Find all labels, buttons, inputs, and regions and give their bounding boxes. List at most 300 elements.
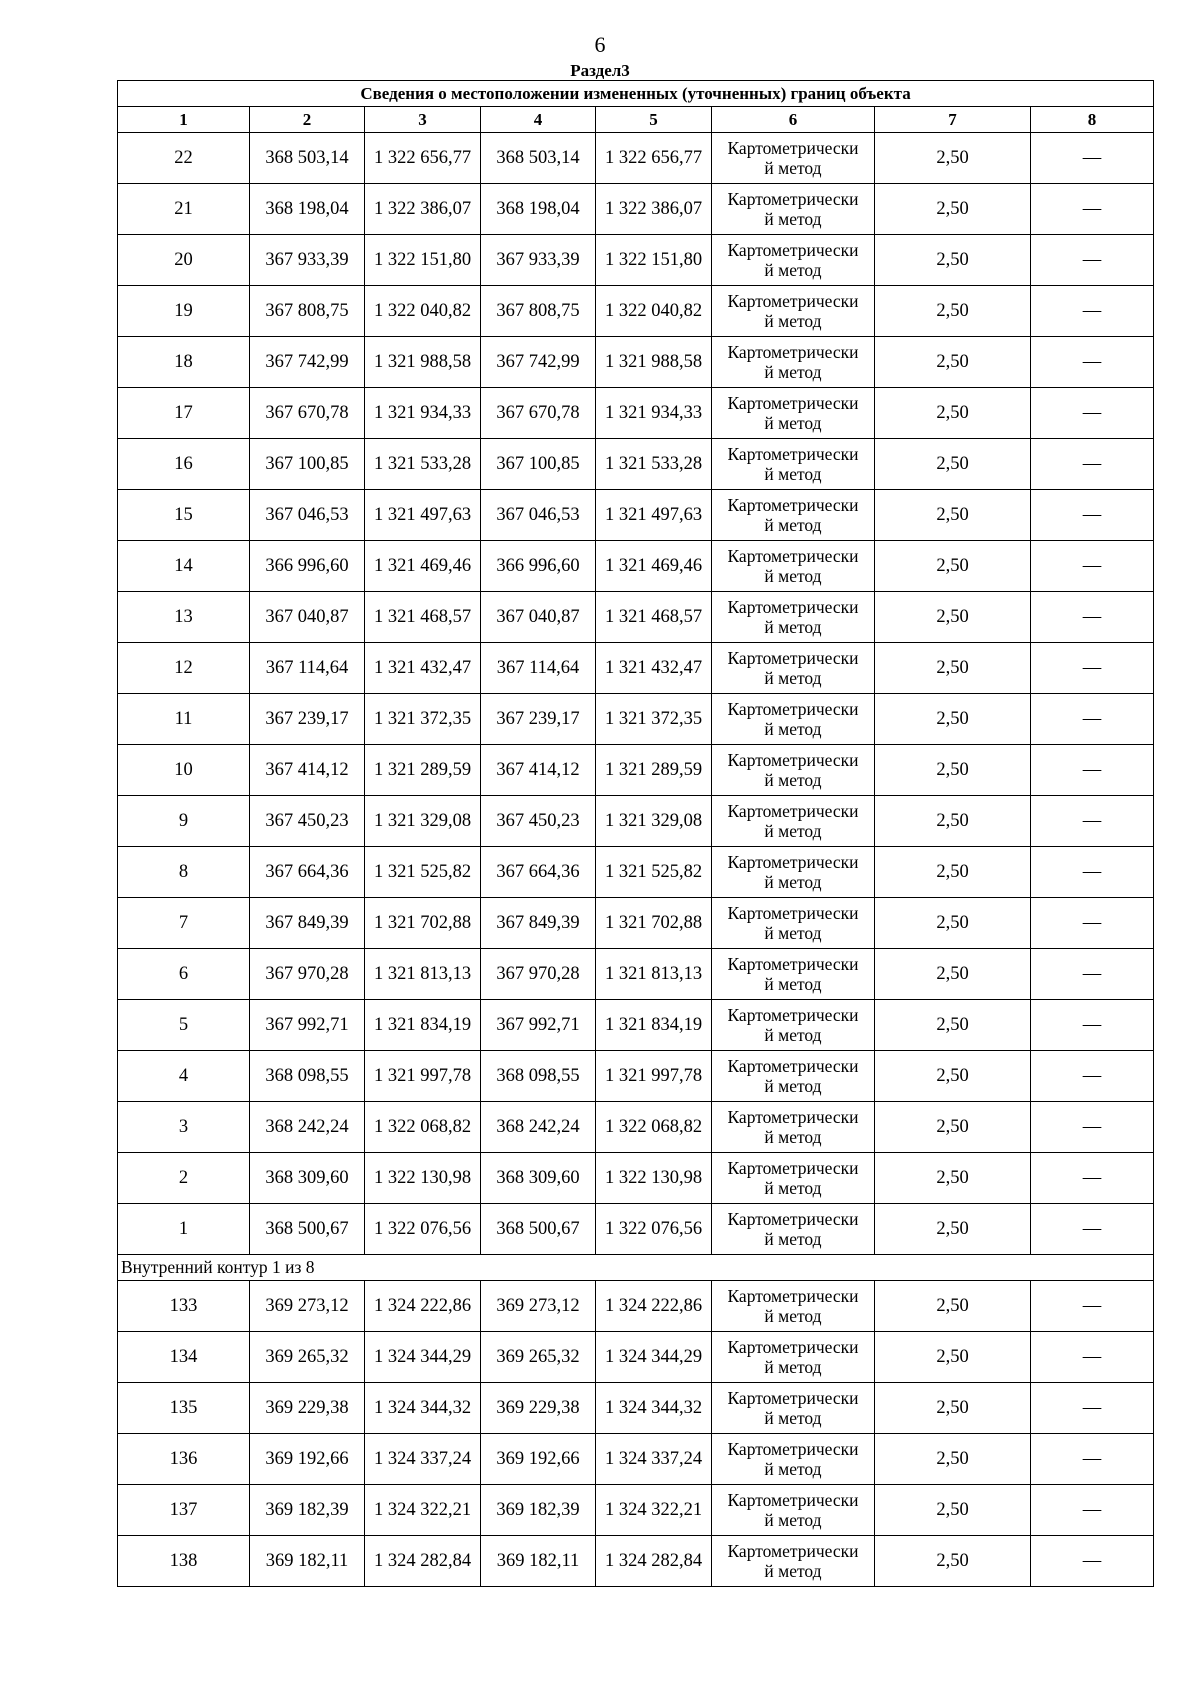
coord-cell: 367 849,39 [481,898,596,949]
coord-cell: 367 992,71 [481,1000,596,1051]
coord-cell: 368 242,24 [481,1102,596,1153]
coord-cell: 1 321 372,35 [596,694,712,745]
coord-cell: 368 503,14 [481,133,596,184]
coord-cell: 368 198,04 [250,184,365,235]
method-text-line1: Картометрически [727,138,859,158]
precision-cell: 2,50 [875,490,1031,541]
inner-contour-label: Внутренний контур 1 из 8 [118,1255,1154,1281]
method-cell [712,490,875,541]
coord-cell: 1 321 533,28 [596,439,712,490]
method-text-line2: й метод [764,1229,822,1249]
coord-cell: 367 849,39 [250,898,365,949]
method-text-line2: й метод [764,668,822,688]
method-cell [712,184,875,235]
table-row [118,1281,1154,1332]
dash-cell: — [1031,286,1154,337]
method-text-line1: Картометрически [727,495,859,515]
method-cell [712,847,875,898]
method-cell [712,1281,875,1332]
dash-cell: — [1031,1051,1154,1102]
point-number-cell: 5 [118,1000,250,1051]
point-number-cell: 10 [118,745,250,796]
coord-cell: 1 322 076,56 [596,1204,712,1255]
method-text-line1: Картометрически [727,1158,859,1178]
method-cell [712,643,875,694]
coord-cell: 1 321 834,19 [596,1000,712,1051]
coord-cell: 1 322 656,77 [365,133,481,184]
method-text-line2: й метод [764,260,822,280]
method-text-line1: Картометрически [727,1439,859,1459]
coord-cell: 367 933,39 [481,235,596,286]
coord-cell: 367 742,99 [250,337,365,388]
coord-cell: 1 322 068,82 [365,1102,481,1153]
dash-cell: — [1031,235,1154,286]
method-text-line2: й метод [764,1510,822,1530]
coord-cell: 1 321 469,46 [365,541,481,592]
method-text-line1: Картометрически [727,954,859,974]
coord-cell: 1 321 988,58 [365,337,481,388]
method-cell [712,541,875,592]
method-text-line1: Картометрически [727,750,859,770]
precision-cell: 2,50 [875,949,1031,1000]
coord-cell: 1 321 702,88 [365,898,481,949]
coord-cell: 1 321 329,08 [365,796,481,847]
method-text-line1: Картометрически [727,1286,859,1306]
precision-cell: 2,50 [875,796,1031,847]
table-row [118,1332,1154,1383]
point-number-cell: 133 [118,1281,250,1332]
coord-cell: 367 742,99 [481,337,596,388]
method-text-line1: Картометрически [727,189,859,209]
dash-cell: — [1031,337,1154,388]
method-text-line1: Картометрически [727,1209,859,1229]
point-number-cell: 18 [118,337,250,388]
column-number: 5 [596,107,712,133]
contour-label-row [118,1255,1154,1281]
method-text-line2: й метод [764,872,822,892]
method-cell [712,694,875,745]
coord-cell: 1 321 468,57 [365,592,481,643]
dash-cell: — [1031,1000,1154,1051]
point-number-cell: 8 [118,847,250,898]
method-cell [712,1383,875,1434]
dash-cell: — [1031,1536,1154,1587]
precision-cell: 2,50 [875,898,1031,949]
point-number-cell: 6 [118,949,250,1000]
coord-cell: 368 500,67 [250,1204,365,1255]
method-text-line1: Картометрически [727,393,859,413]
coord-cell: 1 321 813,13 [365,949,481,1000]
column-number: 6 [712,107,875,133]
precision-cell: 2,50 [875,1000,1031,1051]
coord-cell: 367 450,23 [250,796,365,847]
coord-cell: 368 309,60 [481,1153,596,1204]
coord-cell: 1 322 068,82 [596,1102,712,1153]
point-number-cell: 4 [118,1051,250,1102]
coord-cell: 369 273,12 [250,1281,365,1332]
precision-cell: 2,50 [875,184,1031,235]
method-text-line2: й метод [764,566,822,586]
coord-cell: 367 114,64 [250,643,365,694]
coord-cell: 369 182,39 [250,1485,365,1536]
coord-cell: 1 322 386,07 [596,184,712,235]
method-text-line2: й метод [764,1178,822,1198]
method-text-line2: й метод [764,158,822,178]
coordinates-table [117,80,1154,1587]
method-text-line2: й метод [764,770,822,790]
point-number-cell: 135 [118,1383,250,1434]
method-text-line2: й метод [764,617,822,637]
dash-cell: — [1031,643,1154,694]
coord-cell: 1 321 289,59 [365,745,481,796]
dash-cell: — [1031,388,1154,439]
coord-cell: 367 450,23 [481,796,596,847]
method-text-line2: й метод [764,464,822,484]
coord-cell: 1 324 322,21 [596,1485,712,1536]
dash-cell: — [1031,796,1154,847]
coord-cell: 369 192,66 [481,1434,596,1485]
coord-cell: 369 182,11 [481,1536,596,1587]
method-text-line2: й метод [764,974,822,994]
point-number-cell: 9 [118,796,250,847]
table-row [118,1536,1154,1587]
coord-cell: 1 322 386,07 [365,184,481,235]
coord-cell: 367 239,17 [250,694,365,745]
coord-cell: 1 321 997,78 [365,1051,481,1102]
method-text-line1: Картометрически [727,1005,859,1025]
method-cell [712,1153,875,1204]
method-text-line1: Картометрически [727,291,859,311]
coord-cell: 368 098,55 [481,1051,596,1102]
coord-cell: 1 321 372,35 [365,694,481,745]
point-number-cell: 137 [118,1485,250,1536]
method-cell [712,133,875,184]
precision-cell: 2,50 [875,1102,1031,1153]
coord-cell: 1 321 497,63 [365,490,481,541]
coord-cell: 369 192,66 [250,1434,365,1485]
coord-cell: 1 321 702,88 [596,898,712,949]
coord-cell: 367 414,12 [481,745,596,796]
dash-cell: — [1031,1383,1154,1434]
coord-cell: 367 046,53 [481,490,596,541]
method-cell [712,235,875,286]
table-row [118,847,1154,898]
coord-cell: 367 664,36 [481,847,596,898]
point-number-cell: 12 [118,643,250,694]
coord-cell: 1 324 344,29 [596,1332,712,1383]
coord-cell: 1 322 076,56 [365,1204,481,1255]
precision-cell: 2,50 [875,235,1031,286]
coord-cell: 367 114,64 [481,643,596,694]
point-number-cell: 2 [118,1153,250,1204]
method-cell [712,1102,875,1153]
point-number-cell: 13 [118,592,250,643]
dash-cell: — [1031,1434,1154,1485]
precision-cell: 2,50 [875,592,1031,643]
point-number-cell: 138 [118,1536,250,1587]
section-title: Раздел3 [570,61,630,80]
precision-cell: 2,50 [875,286,1031,337]
method-cell [712,286,875,337]
table-row [118,694,1154,745]
precision-cell: 2,50 [875,337,1031,388]
coord-cell: 1 324 344,29 [365,1332,481,1383]
dash-cell: — [1031,541,1154,592]
precision-cell: 2,50 [875,1434,1031,1485]
coord-cell: 1 322 151,80 [365,235,481,286]
point-number-cell: 11 [118,694,250,745]
method-text-line2: й метод [764,1561,822,1581]
dash-cell: — [1031,1485,1154,1536]
coord-cell: 368 309,60 [250,1153,365,1204]
coord-cell: 1 322 130,98 [365,1153,481,1204]
coord-cell: 1 321 525,82 [365,847,481,898]
coord-cell: 367 100,85 [481,439,596,490]
table-row [118,1102,1154,1153]
coord-cell: 367 414,12 [250,745,365,796]
point-number-cell: 3 [118,1102,250,1153]
precision-cell: 2,50 [875,745,1031,796]
precision-cell: 2,50 [875,388,1031,439]
table-row [118,643,1154,694]
precision-cell: 2,50 [875,1536,1031,1587]
method-text-line1: Картометрически [727,342,859,362]
coord-cell: 368 198,04 [481,184,596,235]
method-cell [712,1332,875,1383]
method-cell [712,388,875,439]
coord-cell: 367 808,75 [481,286,596,337]
coord-cell: 367 664,36 [250,847,365,898]
coord-cell: 1 321 813,13 [596,949,712,1000]
point-number-cell: 16 [118,439,250,490]
coord-cell: 369 265,32 [481,1332,596,1383]
precision-cell: 2,50 [875,1485,1031,1536]
dash-cell: — [1031,1153,1154,1204]
coord-cell: 1 322 151,80 [596,235,712,286]
coord-cell: 1 321 432,47 [365,643,481,694]
dash-cell: — [1031,1281,1154,1332]
coord-cell: 368 242,24 [250,1102,365,1153]
coord-cell: 367 808,75 [250,286,365,337]
precision-cell: 2,50 [875,643,1031,694]
coord-cell: 1 321 289,59 [596,745,712,796]
point-number-cell: 17 [118,388,250,439]
coord-cell: 1 324 344,32 [596,1383,712,1434]
method-cell [712,745,875,796]
precision-cell: 2,50 [875,1383,1031,1434]
coord-cell: 1 322 130,98 [596,1153,712,1204]
precision-cell: 2,50 [875,1281,1031,1332]
coord-cell: 1 324 337,24 [596,1434,712,1485]
method-text-line2: й метод [764,311,822,331]
precision-cell: 2,50 [875,1204,1031,1255]
column-number: 8 [1031,107,1154,133]
table-row [118,184,1154,235]
coord-cell: 367 970,28 [481,949,596,1000]
method-text-line2: й метод [764,413,822,433]
table-row [118,898,1154,949]
table-body [118,81,1154,1587]
method-cell [712,337,875,388]
method-text-line1: Картометрически [727,597,859,617]
method-text-line2: й метод [764,1357,822,1377]
coord-cell: 1 321 468,57 [596,592,712,643]
dash-cell: — [1031,1332,1154,1383]
table-row [118,1051,1154,1102]
coord-cell: 367 670,78 [250,388,365,439]
coord-cell: 367 992,71 [250,1000,365,1051]
coord-cell: 1 324 344,32 [365,1383,481,1434]
method-cell [712,1000,875,1051]
dash-cell: — [1031,949,1154,1000]
coord-cell: 369 265,32 [250,1332,365,1383]
coord-cell: 1 321 497,63 [596,490,712,541]
coord-cell: 369 229,38 [481,1383,596,1434]
point-number-cell: 1 [118,1204,250,1255]
dash-cell: — [1031,439,1154,490]
point-number-cell: 134 [118,1332,250,1383]
method-cell [712,1536,875,1587]
dash-cell: — [1031,694,1154,745]
method-text-line1: Картометрически [727,852,859,872]
coord-cell: 367 239,17 [481,694,596,745]
column-number: 1 [118,107,250,133]
table-row [118,592,1154,643]
method-text-line2: й метод [764,1408,822,1428]
dash-cell: — [1031,184,1154,235]
method-cell [712,898,875,949]
table-row [118,1204,1154,1255]
method-text-line2: й метод [764,1076,822,1096]
table-caption-row [118,81,1154,107]
precision-cell: 2,50 [875,1332,1031,1383]
method-cell [712,1485,875,1536]
table-row [118,1383,1154,1434]
point-number-cell: 21 [118,184,250,235]
method-text-line2: й метод [764,362,822,382]
table-row [118,796,1154,847]
coord-cell: 367 933,39 [250,235,365,286]
method-text-line1: Картометрически [727,699,859,719]
precision-cell: 2,50 [875,847,1031,898]
point-number-cell: 22 [118,133,250,184]
method-text-line1: Картометрически [727,546,859,566]
method-text-line1: Картометрически [727,801,859,821]
table-row [118,745,1154,796]
column-numbers-row [118,107,1154,133]
coord-cell: 368 500,67 [481,1204,596,1255]
method-text-line1: Картометрически [727,1337,859,1357]
method-text-line2: й метод [764,1306,822,1326]
point-number-cell: 20 [118,235,250,286]
method-text-line1: Картометрически [727,903,859,923]
column-number: 7 [875,107,1031,133]
coord-cell: 1 321 525,82 [596,847,712,898]
method-text-line1: Картометрически [727,648,859,668]
table-row [118,1434,1154,1485]
method-text-line2: й метод [764,923,822,943]
method-text-line2: й метод [764,1025,822,1045]
precision-cell: 2,50 [875,439,1031,490]
coord-cell: 1 321 432,47 [596,643,712,694]
coord-cell: 369 182,39 [481,1485,596,1536]
method-text-line1: Картометрически [727,1107,859,1127]
coord-cell: 1 321 988,58 [596,337,712,388]
method-cell [712,796,875,847]
point-number-cell: 19 [118,286,250,337]
column-number: 4 [481,107,596,133]
precision-cell: 2,50 [875,541,1031,592]
method-cell [712,949,875,1000]
coord-cell: 367 670,78 [481,388,596,439]
precision-cell: 2,50 [875,694,1031,745]
table-row [118,337,1154,388]
coord-cell: 1 322 656,77 [596,133,712,184]
coord-cell: 1 321 934,33 [596,388,712,439]
coord-cell: 1 321 533,28 [365,439,481,490]
coord-cell: 1 324 282,84 [596,1536,712,1587]
method-text-line2: й метод [764,209,822,229]
coord-cell: 367 040,87 [481,592,596,643]
table-row [118,1153,1154,1204]
coord-cell: 369 182,11 [250,1536,365,1587]
point-number-cell: 14 [118,541,250,592]
table-row [118,388,1154,439]
column-number: 2 [250,107,365,133]
table-row [118,1485,1154,1536]
method-text-line2: й метод [764,515,822,535]
coord-cell: 1 321 329,08 [596,796,712,847]
method-text-line1: Картометрически [727,1490,859,1510]
page-number: 6 [594,32,606,57]
coord-cell: 1 324 322,21 [365,1485,481,1536]
coord-cell: 1 324 337,24 [365,1434,481,1485]
point-number-cell: 136 [118,1434,250,1485]
coord-cell: 1 321 934,33 [365,388,481,439]
dash-cell: — [1031,1102,1154,1153]
dash-cell: — [1031,133,1154,184]
coord-cell: 367 040,87 [250,592,365,643]
method-cell [712,439,875,490]
coord-cell: 1 324 282,84 [365,1536,481,1587]
coord-cell: 369 229,38 [250,1383,365,1434]
coord-cell: 367 970,28 [250,949,365,1000]
point-number-cell: 15 [118,490,250,541]
table-row [118,1000,1154,1051]
method-text-line2: й метод [764,821,822,841]
precision-cell: 2,50 [875,1153,1031,1204]
dash-cell: — [1031,847,1154,898]
method-cell [712,1051,875,1102]
table-row [118,286,1154,337]
dash-cell: — [1031,490,1154,541]
method-cell [712,1204,875,1255]
method-text-line2: й метод [764,1459,822,1479]
method-text-line1: Картометрически [727,240,859,260]
method-text-line1: Картометрически [727,1541,859,1561]
table-caption: Сведения о местоположении измененных (уточненных) границ объекта [118,81,1154,107]
table-row [118,235,1154,286]
coord-cell: 1 322 040,82 [596,286,712,337]
table-row [118,949,1154,1000]
coord-cell: 1 321 997,78 [596,1051,712,1102]
method-text-line2: й метод [764,1127,822,1147]
coord-cell: 1 324 222,86 [365,1281,481,1332]
table-row [118,133,1154,184]
precision-cell: 2,50 [875,133,1031,184]
coord-cell: 369 273,12 [481,1281,596,1332]
point-number-cell: 7 [118,898,250,949]
